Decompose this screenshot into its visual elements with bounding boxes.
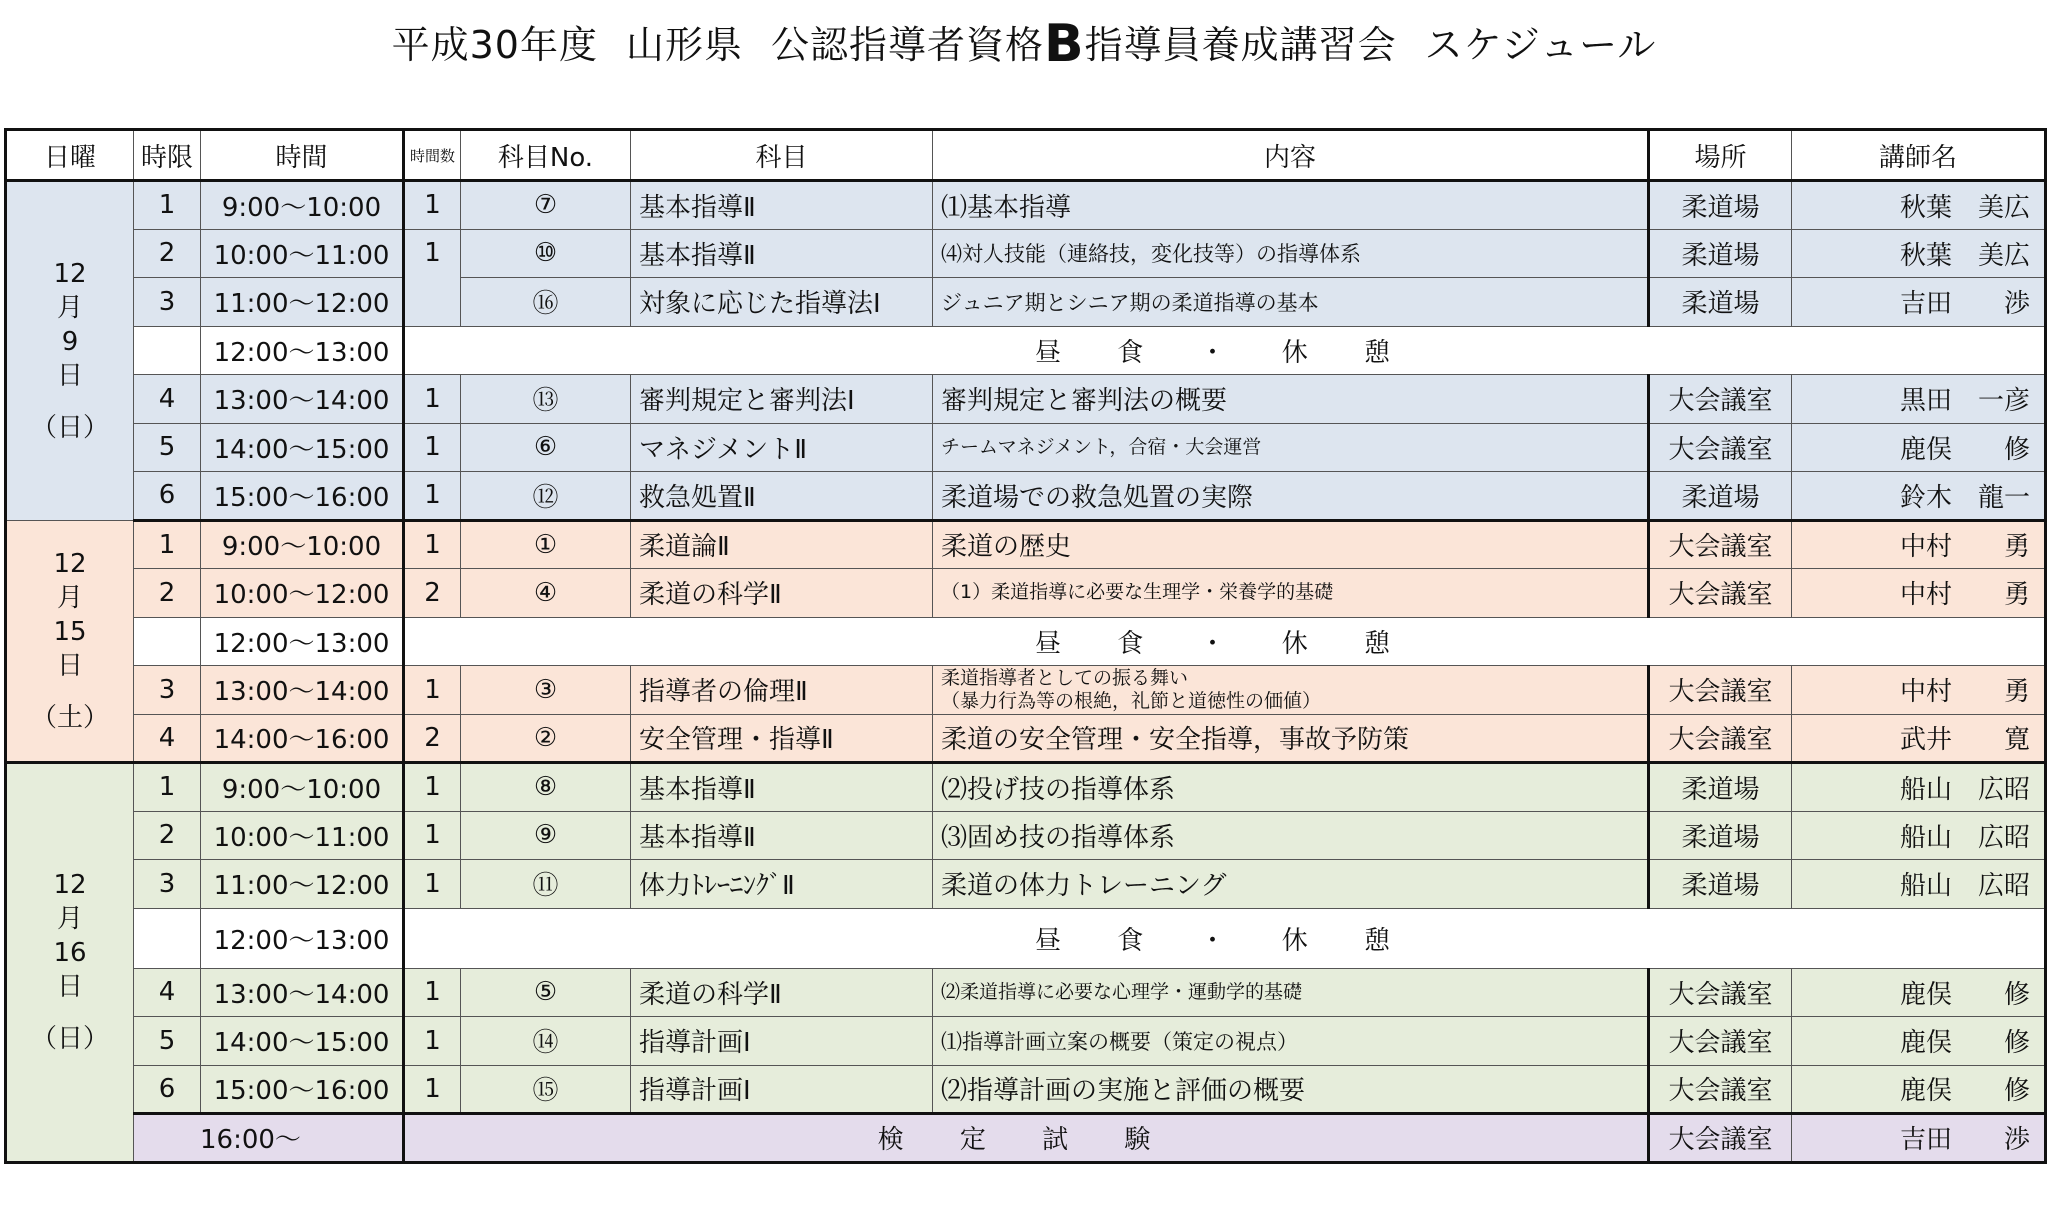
table-row bbox=[6, 860, 2046, 909]
place-cell: 大会議室 bbox=[1649, 1065, 1792, 1114]
subject-no-cell: ⑯ bbox=[461, 278, 631, 327]
period-cell: 2 bbox=[134, 569, 201, 618]
hours-cell: 1 bbox=[404, 181, 461, 230]
lunch-row bbox=[6, 908, 2046, 968]
time-cell: 13:00～14:00 bbox=[201, 375, 404, 424]
header-subject-no: 科目No. bbox=[461, 130, 631, 181]
time-cell: 13:00～14:00 bbox=[201, 968, 404, 1017]
subject-cell: 指導計画Ⅰ bbox=[631, 1017, 933, 1066]
hours-cell: 1 bbox=[404, 968, 461, 1017]
subject-cell: 柔道の科学Ⅱ bbox=[631, 968, 933, 1017]
hours-cell: 1 bbox=[404, 375, 461, 424]
subject-no-cell: ⑬ bbox=[461, 375, 631, 424]
header-row bbox=[6, 130, 2046, 181]
subject-cell: 柔道の科学Ⅱ bbox=[631, 569, 933, 618]
table-row bbox=[6, 968, 2046, 1017]
time-cell: 9:00～10:00 bbox=[201, 520, 404, 569]
place-cell: 大会議室 bbox=[1649, 569, 1792, 618]
content-cell: 柔道の歴史 bbox=[933, 520, 1649, 569]
subject-no-cell: ⑩ bbox=[461, 229, 631, 278]
table-row bbox=[6, 1017, 2046, 1066]
day-cell-2 bbox=[6, 520, 134, 763]
hours-cell: 1 bbox=[404, 472, 461, 521]
day-weekday: （土） bbox=[30, 702, 109, 733]
content-cell: ⑴指導計画立案の概要（策定の視点） bbox=[933, 1017, 1649, 1066]
table-row bbox=[6, 763, 2046, 812]
content-cell: ⑵柔道指導に必要な心理学・運動学的基礎 bbox=[933, 968, 1649, 1017]
title-schedule: スケジュール bbox=[1424, 23, 1657, 67]
subject-no-cell: ⑮ bbox=[461, 1065, 631, 1114]
lunch-time-cell: 12:00～13:00 bbox=[201, 326, 404, 375]
place-cell: 大会議室 bbox=[1649, 714, 1792, 763]
instructor-cell: 鹿俣 修 bbox=[1792, 1017, 2046, 1066]
instructor-cell: 秋葉 美広 bbox=[1792, 181, 2046, 230]
table-row bbox=[6, 278, 2046, 327]
time-cell: 10:00～11:00 bbox=[201, 811, 404, 860]
place-cell: 大会議室 bbox=[1649, 375, 1792, 424]
header-subject: 科目 bbox=[631, 130, 933, 181]
subject-cell: マネジメントⅡ bbox=[631, 423, 933, 472]
place-cell: 大会議室 bbox=[1649, 1017, 1792, 1066]
subject-no-cell: ⑦ bbox=[461, 181, 631, 230]
hours-cell: 2 bbox=[404, 569, 461, 618]
lunch-label: 昼 食 ・ 休 憩 bbox=[404, 617, 2046, 666]
header-time: 時間 bbox=[201, 130, 404, 181]
subject-cell: 基本指導Ⅱ bbox=[631, 811, 933, 860]
hours-cell: 1 bbox=[404, 1017, 461, 1066]
table-row bbox=[6, 229, 2046, 278]
title-prefecture: 山形県 bbox=[625, 23, 743, 67]
period-cell: 1 bbox=[134, 763, 201, 812]
day-weekday: （日） bbox=[30, 412, 109, 443]
subject-cell: 基本指導Ⅱ bbox=[631, 229, 933, 278]
subject-no-cell: ④ bbox=[461, 569, 631, 618]
place-cell: 柔道場 bbox=[1649, 763, 1792, 812]
table-row bbox=[6, 181, 2046, 230]
subject-no-cell: ③ bbox=[461, 666, 631, 715]
hours-cell: 1 bbox=[404, 860, 461, 909]
time-cell: 11:00～12:00 bbox=[201, 860, 404, 909]
title-grade: B bbox=[1044, 14, 1085, 74]
day-month-char: 月 bbox=[56, 904, 83, 935]
content-cell: ジュニア期とシニア期の柔道指導の基本 bbox=[933, 278, 1649, 327]
content-cell: 柔道の安全管理・安全指導，事故予防策 bbox=[933, 714, 1649, 763]
time-cell: 9:00～10:00 bbox=[201, 763, 404, 812]
place-cell: 柔道場 bbox=[1649, 860, 1792, 909]
instructor-cell: 鹿俣 修 bbox=[1792, 968, 2046, 1017]
instructor-cell: 鹿俣 修 bbox=[1792, 1065, 2046, 1114]
day-date-char: 日 bbox=[56, 360, 83, 391]
header-day: 日曜 bbox=[6, 130, 134, 181]
subject-cell: 安全管理・指導Ⅱ bbox=[631, 714, 933, 763]
header-hours: 時間数 bbox=[404, 130, 461, 181]
period-cell bbox=[134, 326, 201, 375]
lunch-row bbox=[6, 326, 2046, 375]
instructor-cell: 鈴木 龍一 bbox=[1792, 472, 2046, 521]
day-date: 9 bbox=[61, 326, 79, 357]
day-month-char: 月 bbox=[56, 292, 83, 323]
exam-label: 検 定 試 験 bbox=[404, 1114, 1649, 1163]
period-cell: 4 bbox=[134, 375, 201, 424]
table-row bbox=[6, 1065, 2046, 1114]
time-cell: 14:00～16:00 bbox=[201, 714, 404, 763]
place-cell: 大会議室 bbox=[1649, 666, 1792, 715]
exam-time-cell: 16:00～ bbox=[134, 1114, 404, 1163]
subject-no-cell: ⑥ bbox=[461, 423, 631, 472]
hours-cell: 1 bbox=[404, 1065, 461, 1114]
day-date-char: 日 bbox=[56, 972, 83, 1003]
instructor-cell: 船山 広昭 bbox=[1792, 811, 2046, 860]
subject-cell: 柔道論Ⅱ bbox=[631, 520, 933, 569]
period-cell: 3 bbox=[134, 860, 201, 909]
table-row bbox=[6, 569, 2046, 618]
schedule-table bbox=[4, 128, 2047, 1164]
place-cell: 大会議室 bbox=[1649, 968, 1792, 1017]
exam-place-cell: 大会議室 bbox=[1649, 1114, 1792, 1163]
time-cell: 14:00～15:00 bbox=[201, 1017, 404, 1066]
header-instructor: 講師名 bbox=[1792, 130, 2046, 181]
instructor-cell: 中村 勇 bbox=[1792, 569, 2046, 618]
subject-cell: 指導者の倫理Ⅱ bbox=[631, 666, 933, 715]
place-cell: 大会議室 bbox=[1649, 423, 1792, 472]
day-month-char: 月 bbox=[56, 582, 83, 613]
table-row bbox=[6, 375, 2046, 424]
table-row bbox=[6, 520, 2046, 569]
time-cell: 11:00～12:00 bbox=[201, 278, 404, 327]
place-cell: 柔道場 bbox=[1649, 278, 1792, 327]
place-cell: 柔道場 bbox=[1649, 811, 1792, 860]
day-date-char: 日 bbox=[56, 650, 83, 681]
exam-row bbox=[6, 1114, 2046, 1163]
period-cell: 5 bbox=[134, 1017, 201, 1066]
content-cell: （1）柔道指導に必要な生理学・栄養学的基礎 bbox=[933, 569, 1649, 618]
subject-cell: 救急処置Ⅱ bbox=[631, 472, 933, 521]
subject-no-cell: ⑫ bbox=[461, 472, 631, 521]
period-cell: 6 bbox=[134, 472, 201, 521]
period-cell: 3 bbox=[134, 666, 201, 715]
place-cell: 柔道場 bbox=[1649, 181, 1792, 230]
time-cell: 15:00～16:00 bbox=[201, 1065, 404, 1114]
header-period: 時限 bbox=[134, 130, 201, 181]
exam-instructor-cell: 吉田 渉 bbox=[1792, 1114, 2046, 1163]
place-cell: 大会議室 bbox=[1649, 520, 1792, 569]
period-cell: 6 bbox=[134, 1065, 201, 1114]
period-cell: 5 bbox=[134, 423, 201, 472]
period-cell: 1 bbox=[134, 520, 201, 569]
time-cell: 10:00～11:00 bbox=[201, 229, 404, 278]
day-date: 15 bbox=[53, 616, 87, 647]
subject-cell: 基本指導Ⅱ bbox=[631, 181, 933, 230]
period-cell bbox=[134, 617, 201, 666]
instructor-cell: 鹿俣 修 bbox=[1792, 423, 2046, 472]
hours-cell: 1 bbox=[404, 520, 461, 569]
day-month: 12 bbox=[53, 870, 87, 901]
lunch-label: 昼 食 ・ 休 憩 bbox=[404, 326, 2046, 375]
content-cell: ⑵指導計画の実施と評価の概要 bbox=[933, 1065, 1649, 1114]
day-date: 16 bbox=[53, 938, 87, 969]
title-year: 平成30年度 bbox=[391, 23, 598, 67]
day-cell-3 bbox=[6, 763, 134, 1163]
table-row bbox=[6, 666, 2046, 715]
hours-cell: 1 bbox=[404, 811, 461, 860]
time-cell: 10:00～12:00 bbox=[201, 569, 404, 618]
instructor-cell: 秋葉 美広 bbox=[1792, 229, 2046, 278]
title-course: 指導員養成講習会 bbox=[1084, 23, 1397, 67]
period-cell: 1 bbox=[134, 181, 201, 230]
instructor-cell: 黒田 一彦 bbox=[1792, 375, 2046, 424]
day-cell-1 bbox=[6, 181, 134, 521]
hours-cell: 1 bbox=[404, 423, 461, 472]
instructor-cell: 中村 勇 bbox=[1792, 520, 2046, 569]
period-cell: 3 bbox=[134, 278, 201, 327]
subject-no-cell: ⑧ bbox=[461, 763, 631, 812]
lunch-time-cell: 12:00～13:00 bbox=[201, 617, 404, 666]
time-cell: 14:00～15:00 bbox=[201, 423, 404, 472]
instructor-cell: 船山 広昭 bbox=[1792, 860, 2046, 909]
content-cell: ⑴基本指導 bbox=[933, 181, 1649, 230]
subject-no-cell: ⑤ bbox=[461, 968, 631, 1017]
content-cell: 柔道の体力トレーニング bbox=[933, 860, 1649, 909]
subject-no-cell: ① bbox=[461, 520, 631, 569]
table-row bbox=[6, 714, 2046, 763]
time-cell: 13:00～14:00 bbox=[201, 666, 404, 715]
subject-cell: 基本指導Ⅱ bbox=[631, 763, 933, 812]
subject-cell: 指導計画Ⅰ bbox=[631, 1065, 933, 1114]
subject-no-cell: ② bbox=[461, 714, 631, 763]
subject-cell: 対象に応じた指導法Ⅰ bbox=[631, 278, 933, 327]
period-cell: 2 bbox=[134, 229, 201, 278]
day-month: 12 bbox=[53, 548, 87, 579]
place-cell: 柔道場 bbox=[1649, 229, 1792, 278]
place-cell: 柔道場 bbox=[1649, 472, 1792, 521]
time-cell: 9:00～10:00 bbox=[201, 181, 404, 230]
content-cell: チームマネジメント，合宿・大会運営 bbox=[933, 423, 1649, 472]
subject-no-cell: ⑪ bbox=[461, 860, 631, 909]
lunch-label: 昼 食 ・ 休 憩 bbox=[404, 908, 2046, 968]
table-row bbox=[6, 472, 2046, 521]
lunch-time-cell: 12:00～13:00 bbox=[201, 908, 404, 968]
content-line: （暴力行為等の根絶，礼節と道徳性の価値） bbox=[941, 689, 1322, 712]
instructor-cell: 武井 寛 bbox=[1792, 714, 2046, 763]
content-line: 柔道指導者としての振る舞い bbox=[941, 666, 1189, 689]
period-cell: 2 bbox=[134, 811, 201, 860]
header-content: 内容 bbox=[933, 130, 1649, 181]
instructor-cell: 船山 広昭 bbox=[1792, 763, 2046, 812]
instructor-cell: 中村 勇 bbox=[1792, 666, 2046, 715]
subject-cell: 審判規定と審判法Ⅰ bbox=[631, 375, 933, 424]
hours-cell: 2 bbox=[404, 714, 461, 763]
day-month: 12 bbox=[53, 258, 87, 289]
time-cell: 15:00～16:00 bbox=[201, 472, 404, 521]
hours-cell: 1 bbox=[404, 229, 461, 326]
header-place: 場所 bbox=[1649, 130, 1792, 181]
page-title bbox=[0, 14, 2048, 74]
subject-no-cell: ⑨ bbox=[461, 811, 631, 860]
subject-cell: 体力ﾄﾚｰﾆﾝｸﾞⅡ bbox=[631, 860, 933, 909]
period-cell bbox=[134, 908, 201, 968]
lunch-row bbox=[6, 617, 2046, 666]
subject-no-cell: ⑭ bbox=[461, 1017, 631, 1066]
period-cell: 4 bbox=[134, 714, 201, 763]
instructor-cell: 吉田 渉 bbox=[1792, 278, 2046, 327]
day-weekday: （日） bbox=[30, 1024, 109, 1055]
hours-cell: 1 bbox=[404, 666, 461, 715]
content-cell: 柔道場での救急処置の実際 bbox=[933, 472, 1649, 521]
title-qualification: 公認指導者資格 bbox=[770, 23, 1044, 67]
content-cell: 審判規定と審判法の概要 bbox=[933, 375, 1649, 424]
period-cell: 4 bbox=[134, 968, 201, 1017]
table-row bbox=[6, 423, 2046, 472]
table-row bbox=[6, 811, 2046, 860]
content-cell: ⑷対人技能（連絡技，変化技等）の指導体系 bbox=[933, 229, 1649, 278]
content-cell bbox=[933, 666, 1649, 715]
hours-cell: 1 bbox=[404, 763, 461, 812]
content-cell: ⑶固め技の指導体系 bbox=[933, 811, 1649, 860]
content-cell: ⑵投げ技の指導体系 bbox=[933, 763, 1649, 812]
